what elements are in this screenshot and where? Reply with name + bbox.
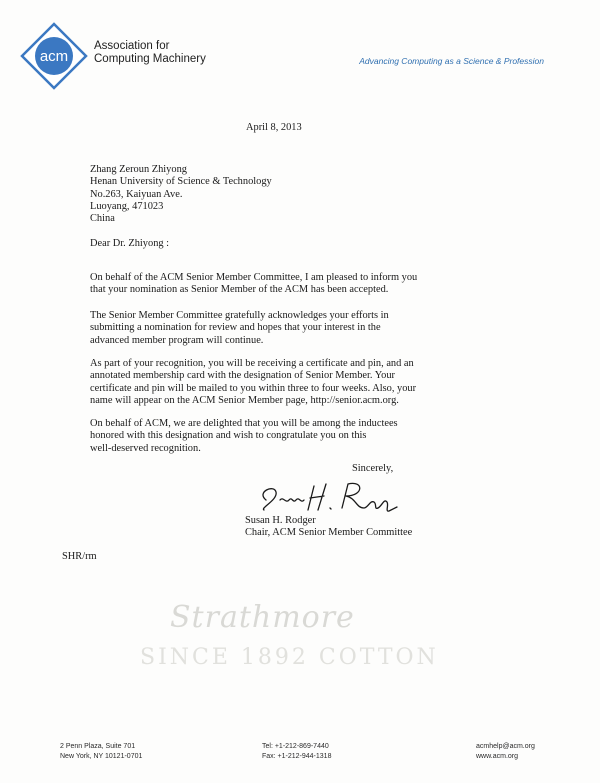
letter-date: April 8, 2013 xyxy=(246,122,302,133)
paragraph-line: On behalf of ACM, we are delighted that you will be among the inductees xyxy=(90,418,398,429)
footer-address xyxy=(60,742,142,761)
footer-address-line: 2 Penn Plaza, Suite 701 xyxy=(60,743,136,750)
salutation: Dear Dr. Zhiyong : xyxy=(90,238,170,249)
paragraph-line: advanced member program will continue. xyxy=(90,334,264,346)
footer-email: acmhelp@acm.org xyxy=(476,743,535,750)
org-line-2: Computing Machinery xyxy=(94,53,206,65)
address-line: Luoyang, 471023 xyxy=(90,200,164,212)
footer-tel: Tel: +1-212-869-7440 xyxy=(262,743,329,750)
footer-web: www.acm.org xyxy=(476,752,519,760)
paragraph-line: name will appear on the ACM Senior Member page, http://senior.acm.org. xyxy=(90,394,399,406)
paragraph-line: honored with this designation and wish to congratulate you on this xyxy=(90,430,367,442)
logo-text: acm xyxy=(39,48,69,65)
paragraph-line: submitting a nomination for review and hopes that your interest in the xyxy=(90,322,381,334)
paragraph-line: As part of your recognition, you will be receiving a certificate and pin, and an xyxy=(90,358,414,369)
paragraph-line: well-deserved recognition. xyxy=(90,442,201,454)
paper-watermark: Strathmore xyxy=(170,600,355,635)
organization-name xyxy=(94,40,206,66)
address-line: Henan University of Science & Technology xyxy=(90,176,272,188)
closing: Sincerely, xyxy=(352,463,394,474)
signer-block xyxy=(245,515,412,540)
footer-contact xyxy=(476,742,535,761)
footer-address-line: New York, NY 10121-0701 xyxy=(60,752,143,760)
paragraph-line: certificate and pin will be mailed to you within three to four weeks. Also, your xyxy=(90,382,417,394)
org-line-1: Association for xyxy=(94,40,170,52)
paper-watermark-subline: SINCE 1892 COTTON xyxy=(140,645,439,670)
tagline: Advancing Computing as a Science & Profession xyxy=(359,56,544,66)
acm-logo xyxy=(20,22,88,90)
footer-phone xyxy=(262,742,331,761)
paragraph-line: On behalf of the ACM Senior Member Committee, I am pleased to inform you xyxy=(90,272,418,283)
paragraph-line: The Senior Member Committee gratefully acknowledges your efforts in xyxy=(90,310,389,321)
footer-fax: Fax: +1-212-944-1318 xyxy=(262,752,332,760)
handwritten-signature xyxy=(252,478,402,514)
address-line: No.263, Kaiyuan Ave. xyxy=(90,188,183,200)
paragraph-line: that your nomination as Senior Member of the ACM has been accepted. xyxy=(90,284,389,296)
signer-name: Susan H. Rodger xyxy=(245,515,316,526)
paragraph-3 xyxy=(90,358,416,407)
recipient-address xyxy=(90,164,272,225)
address-line: Zhang Zeroun Zhiyong xyxy=(90,164,187,175)
paragraph-4 xyxy=(90,418,398,455)
signer-title: Chair, ACM Senior Member Committee xyxy=(245,527,413,539)
paragraph-2 xyxy=(90,310,389,347)
paragraph-1 xyxy=(90,272,417,297)
address-line: China xyxy=(90,213,115,225)
typist-initials: SHR/rm xyxy=(62,551,97,562)
paragraph-line: annotated membership card with the designation of Senior Member. Your xyxy=(90,370,396,382)
